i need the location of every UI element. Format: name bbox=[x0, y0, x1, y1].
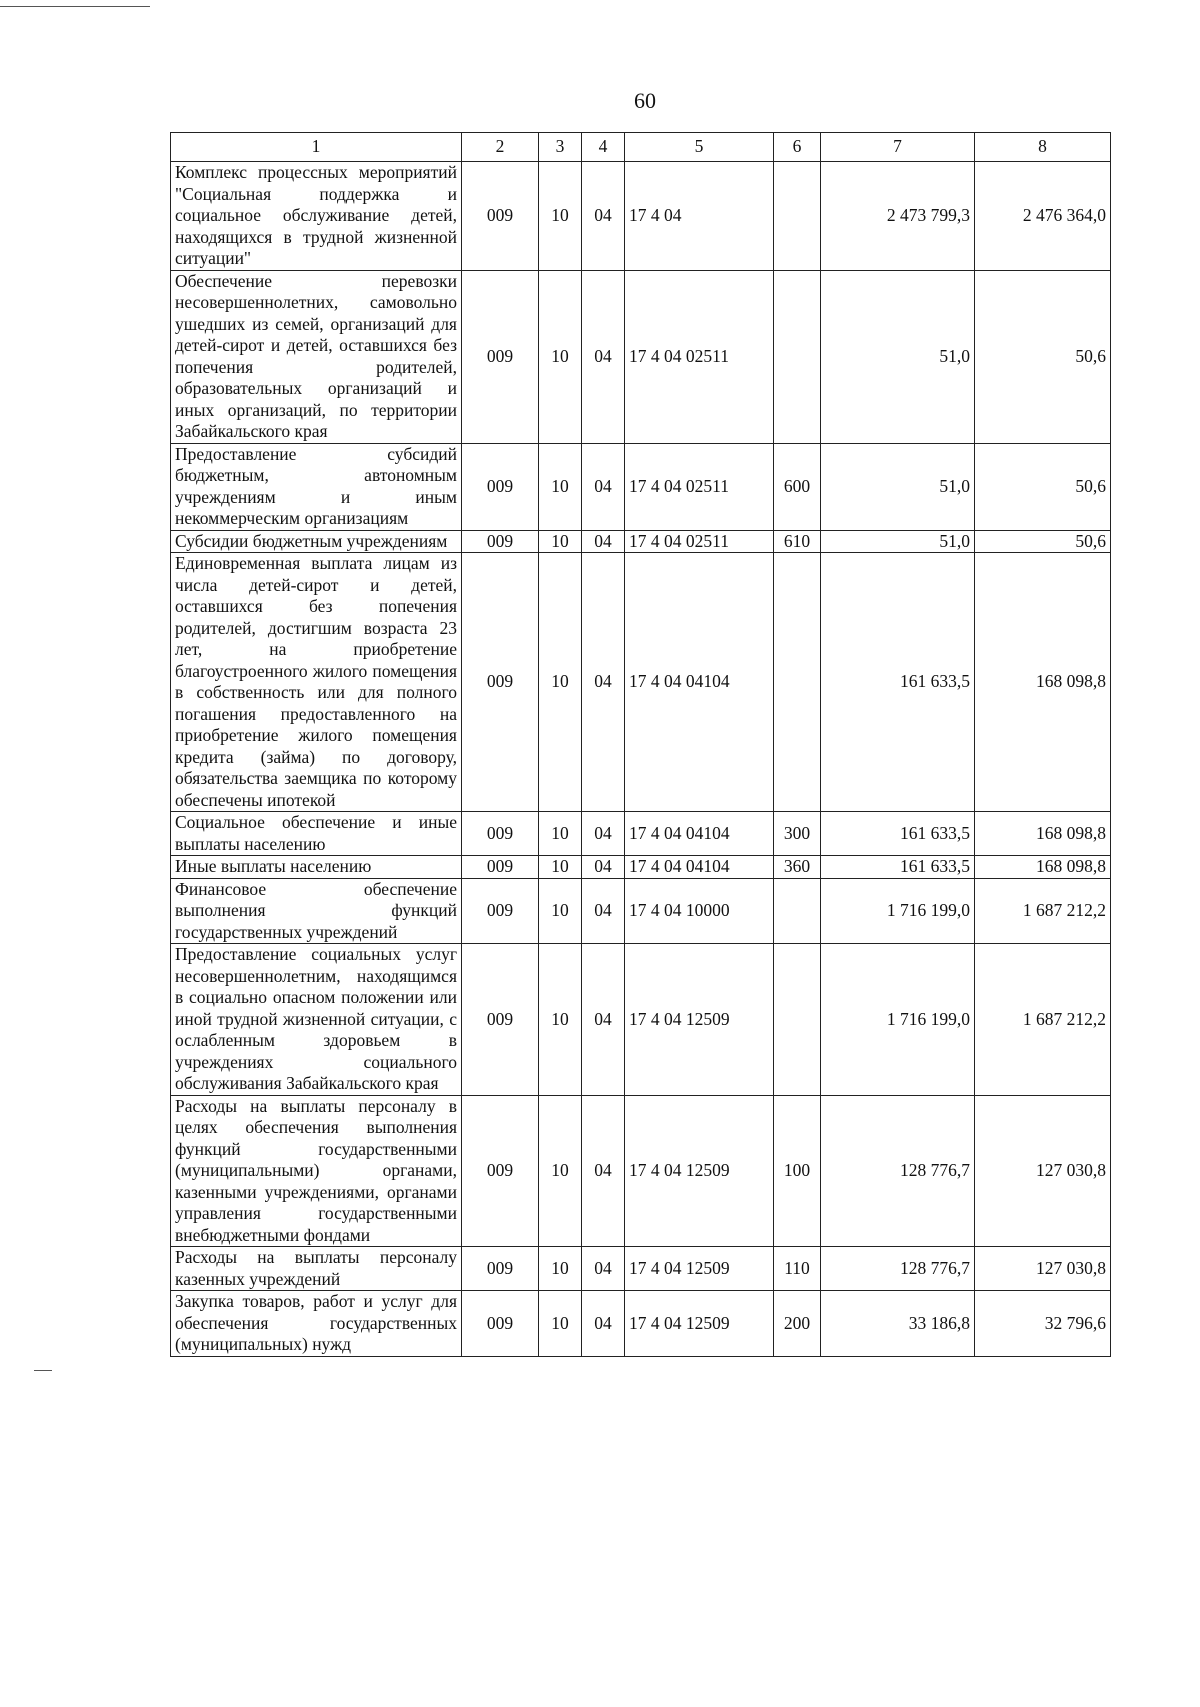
row-amount-year2: 50,6 bbox=[975, 270, 1111, 443]
row-expense-type bbox=[774, 553, 821, 812]
row-amount-year2: 168 098,8 bbox=[975, 812, 1111, 856]
row-amount-year2: 1 687 212,2 bbox=[975, 944, 1111, 1096]
row-expense-type: 610 bbox=[774, 530, 821, 553]
row-subsection: 04 bbox=[582, 1095, 625, 1247]
row-subsection: 04 bbox=[582, 812, 625, 856]
table-row bbox=[171, 270, 1111, 443]
row-amount-year2: 1 687 212,2 bbox=[975, 878, 1111, 944]
row-name: Предоставление субсидий бюджетным, автономным учреждениям и иным некоммерческим организациям bbox=[171, 443, 462, 530]
row-section: 10 bbox=[539, 270, 582, 443]
header-cell-6: 6 bbox=[774, 133, 821, 162]
row-admin-code: 009 bbox=[462, 944, 539, 1096]
row-amount-year1: 33 186,8 bbox=[821, 1291, 975, 1357]
row-target-code: 17 4 04 bbox=[625, 162, 774, 271]
row-expense-type bbox=[774, 162, 821, 271]
row-expense-type: 110 bbox=[774, 1247, 821, 1291]
header-cell-8: 8 bbox=[975, 133, 1111, 162]
header-cell-1: 1 bbox=[171, 133, 462, 162]
row-subsection: 04 bbox=[582, 1291, 625, 1357]
row-target-code: 17 4 04 10000 bbox=[625, 878, 774, 944]
row-expense-type: 200 bbox=[774, 1291, 821, 1357]
row-name: Единовременная выплата лицам из числа детей-сирот и детей, оставшихся без попечения родителей, достигшим возраста 23 лет, на приобретение благоустроенного жилого помещения в собственность или для полного погашения предоставленного на приобретение жилого помещения кредита (займа) по договору, обязательства заемщика по которому обеспечены ипотекой bbox=[171, 553, 462, 812]
row-target-code: 17 4 04 04104 bbox=[625, 812, 774, 856]
header-cell-3: 3 bbox=[539, 133, 582, 162]
row-name: Предоставление социальных услуг несовершеннолетним, находящимся в социально опасном положении или иной трудной жизненной ситуации, с ослабленным здоровьем в учреждениях социального обслуживания Забайкальского края bbox=[171, 944, 462, 1096]
row-target-code: 17 4 04 02511 bbox=[625, 530, 774, 553]
row-section: 10 bbox=[539, 878, 582, 944]
row-amount-year1: 128 776,7 bbox=[821, 1095, 975, 1247]
row-amount-year1: 128 776,7 bbox=[821, 1247, 975, 1291]
row-section: 10 bbox=[539, 1095, 582, 1247]
row-target-code: 17 4 04 12509 bbox=[625, 1095, 774, 1247]
row-expense-type bbox=[774, 878, 821, 944]
row-amount-year2: 127 030,8 bbox=[975, 1095, 1111, 1247]
row-section: 10 bbox=[539, 530, 582, 553]
table-row bbox=[171, 944, 1111, 1096]
row-section: 10 bbox=[539, 1291, 582, 1357]
row-admin-code: 009 bbox=[462, 443, 539, 530]
row-section: 10 bbox=[539, 944, 582, 1096]
row-expense-type: 100 bbox=[774, 1095, 821, 1247]
row-name: Комплекс процессных мероприятий "Социальная поддержка и социальное обслуживание детей, находящихся в трудной жизненной ситуации" bbox=[171, 162, 462, 271]
table-row bbox=[171, 812, 1111, 856]
row-amount-year2: 2 476 364,0 bbox=[975, 162, 1111, 271]
row-name: Иные выплаты населению bbox=[171, 856, 462, 879]
row-admin-code: 009 bbox=[462, 1095, 539, 1247]
table-header-row bbox=[171, 133, 1111, 162]
row-amount-year1: 51,0 bbox=[821, 530, 975, 553]
row-target-code: 17 4 04 12509 bbox=[625, 1291, 774, 1357]
row-section: 10 bbox=[539, 856, 582, 879]
row-expense-type bbox=[774, 944, 821, 1096]
row-name: Социальное обеспечение и иные выплаты населению bbox=[171, 812, 462, 856]
row-name: Обеспечение перевозки несовершеннолетних, самовольно ушедших из семей, организаций для детей-сирот и детей, оставшихся без попечения родителей, образовательных организаций и иных организаций, по территории Забайкальского края bbox=[171, 270, 462, 443]
header-cell-4: 4 bbox=[582, 133, 625, 162]
row-name: Субсидии бюджетным учреждениям bbox=[171, 530, 462, 553]
row-subsection: 04 bbox=[582, 553, 625, 812]
row-name: Закупка товаров, работ и услуг для обеспечения государственных (муниципальных) нужд bbox=[171, 1291, 462, 1357]
row-amount-year1: 161 633,5 bbox=[821, 553, 975, 812]
header-cell-7: 7 bbox=[821, 133, 975, 162]
row-amount-year2: 32 796,6 bbox=[975, 1291, 1111, 1357]
row-admin-code: 009 bbox=[462, 162, 539, 271]
row-subsection: 04 bbox=[582, 878, 625, 944]
row-section: 10 bbox=[539, 553, 582, 812]
row-admin-code: 009 bbox=[462, 530, 539, 553]
row-section: 10 bbox=[539, 812, 582, 856]
header-cell-5: 5 bbox=[625, 133, 774, 162]
table-row bbox=[171, 878, 1111, 944]
row-amount-year2: 50,6 bbox=[975, 443, 1111, 530]
row-expense-type: 600 bbox=[774, 443, 821, 530]
row-expense-type: 300 bbox=[774, 812, 821, 856]
row-amount-year1: 51,0 bbox=[821, 270, 975, 443]
row-target-code: 17 4 04 02511 bbox=[625, 270, 774, 443]
table-row bbox=[171, 530, 1111, 553]
row-subsection: 04 bbox=[582, 270, 625, 443]
row-section: 10 bbox=[539, 162, 582, 271]
table-row bbox=[171, 1291, 1111, 1357]
row-amount-year2: 127 030,8 bbox=[975, 1247, 1111, 1291]
table-row bbox=[171, 1247, 1111, 1291]
row-admin-code: 009 bbox=[462, 812, 539, 856]
row-subsection: 04 bbox=[582, 443, 625, 530]
header-cell-2: 2 bbox=[462, 133, 539, 162]
scan-margin-mark bbox=[34, 1370, 52, 1371]
row-section: 10 bbox=[539, 443, 582, 530]
row-admin-code: 009 bbox=[462, 878, 539, 944]
row-amount-year1: 51,0 bbox=[821, 443, 975, 530]
row-subsection: 04 bbox=[582, 1247, 625, 1291]
row-admin-code: 009 bbox=[462, 1291, 539, 1357]
table-row bbox=[171, 553, 1111, 812]
row-subsection: 04 bbox=[582, 944, 625, 1096]
row-subsection: 04 bbox=[582, 856, 625, 879]
row-amount-year1: 2 473 799,3 bbox=[821, 162, 975, 271]
row-admin-code: 009 bbox=[462, 270, 539, 443]
row-target-code: 17 4 04 12509 bbox=[625, 944, 774, 1096]
table-row bbox=[171, 1095, 1111, 1247]
budget-table bbox=[170, 132, 1111, 1357]
row-amount-year1: 161 633,5 bbox=[821, 856, 975, 879]
page-number: 60 bbox=[634, 88, 656, 113]
row-expense-type bbox=[774, 270, 821, 443]
row-name: Финансовое обеспечение выполнения функций государственных учреждений bbox=[171, 878, 462, 944]
scan-edge-line bbox=[0, 6, 150, 7]
row-section: 10 bbox=[539, 1247, 582, 1291]
row-amount-year1: 1 716 199,0 bbox=[821, 944, 975, 1096]
table-row bbox=[171, 443, 1111, 530]
row-target-code: 17 4 04 04104 bbox=[625, 856, 774, 879]
row-name: Расходы на выплаты персоналу в целях обеспечения выполнения функций государственными (муниципальными) органами, казенными учреждениями, органами управления государственными внебюджетными фондами bbox=[171, 1095, 462, 1247]
row-admin-code: 009 bbox=[462, 856, 539, 879]
row-amount-year2: 168 098,8 bbox=[975, 856, 1111, 879]
table-row bbox=[171, 162, 1111, 271]
row-amount-year2: 50,6 bbox=[975, 530, 1111, 553]
table-row bbox=[171, 856, 1111, 879]
row-subsection: 04 bbox=[582, 530, 625, 553]
row-amount-year2: 168 098,8 bbox=[975, 553, 1111, 812]
row-admin-code: 009 bbox=[462, 553, 539, 812]
row-subsection: 04 bbox=[582, 162, 625, 271]
row-amount-year1: 161 633,5 bbox=[821, 812, 975, 856]
row-target-code: 17 4 04 04104 bbox=[625, 553, 774, 812]
row-target-code: 17 4 04 12509 bbox=[625, 1247, 774, 1291]
row-admin-code: 009 bbox=[462, 1247, 539, 1291]
row-name: Расходы на выплаты персоналу казенных учреждений bbox=[171, 1247, 462, 1291]
row-expense-type: 360 bbox=[774, 856, 821, 879]
row-amount-year1: 1 716 199,0 bbox=[821, 878, 975, 944]
row-target-code: 17 4 04 02511 bbox=[625, 443, 774, 530]
